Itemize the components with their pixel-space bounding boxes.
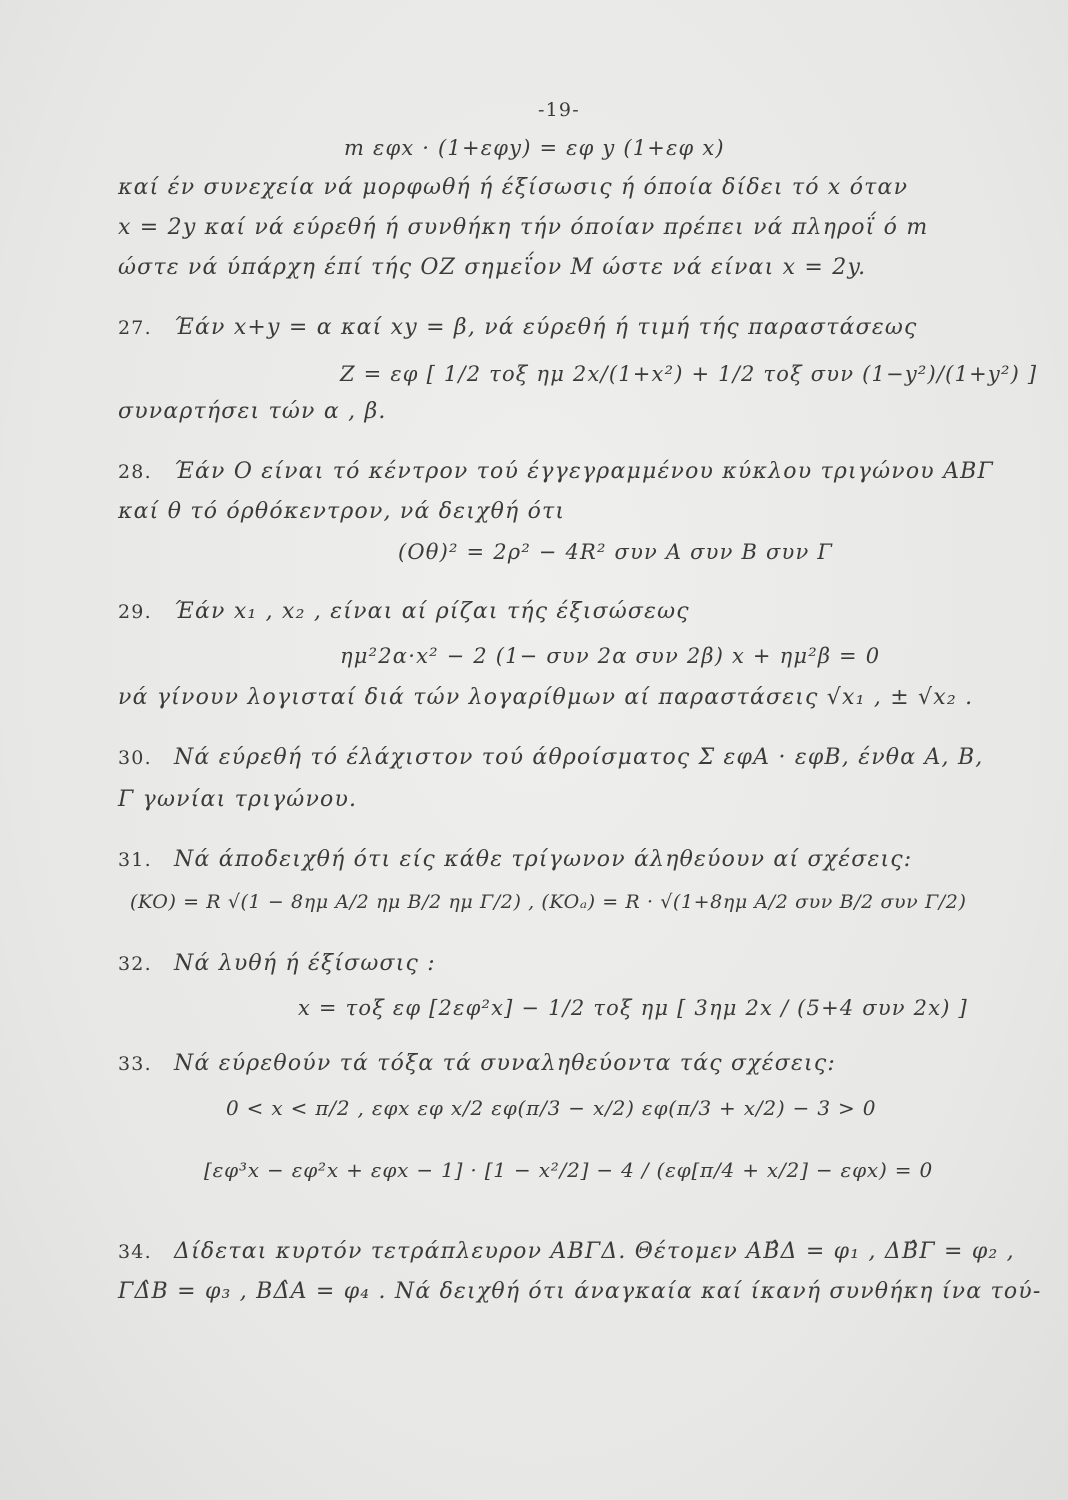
equation-28: (Oθ)² = 2ρ² − 4R² συν A συν B συν Γ [398,540,834,564]
problem-number: 34. [118,1241,152,1263]
equation-line-1: m εφx · (1+εφy) = εφ y (1+εφ x) [344,136,725,160]
problem-text: Νά λυθή ή έξίσωσις : [174,951,436,976]
problem-text: Έάν x₁ , x₂ , είναι αί ρίζαι τής έξισώσεως [174,599,690,624]
problem-text: Έάν x+y = α καί xy = β, νά εύρεθή ή τιμή τής παραστάσεως [174,315,918,340]
problem-33 [118,1050,836,1078]
problem-29 [118,598,690,626]
equation-27: Z = εφ [ 1/2 τοξ ημ 2x/(1+x²) + 1/2 τοξ συν (1−y²)/(1+y²) ] [340,362,1038,386]
problem-34 [118,1238,1015,1266]
problem-number: 31. [118,849,152,871]
problem-27 [118,314,918,342]
text-line-4: ώστε νά ύπάρχη έπί τής OZ σημεΐον M ώστε νά είναι x = 2y. [118,255,867,280]
text-line-28b: καί θ τό όρθόκεντρον, νά δειχθή ότι [118,499,566,524]
equation-33a: 0 < x < π/2 , εφx εφ x/2 εφ(π/3 − x/2) εφ(π/3 + x/2) − 3 > 0 [226,1096,877,1120]
problem-text: Δίδεται κυρτόν τετράπλευρον ΑΒΓΔ. Θέτομεν ΑΒ̂Δ = φ₁ , ΔΒ̂Γ = φ₂ , [174,1239,1015,1264]
page-number: -19- [538,99,580,121]
text-line-30b: Γ γωνίαι τριγώνου. [118,787,358,812]
equation-32: x = τοξ εφ [2εφ²x] − 1/2 τοξ ημ [ 3ημ 2x / (5+4 συν 2x) ] [298,996,968,1020]
problem-text: Έάν O είναι τό κέντρον τού έγγεγραμμένου κύκλου τριγώνου ΑΒΓ [174,459,994,484]
problem-31 [118,846,912,874]
problem-text: Νά εύρεθούν τά τόξα τά συναληθεύοντα τάς σχέσεις: [174,1051,836,1076]
equation-31: (KO) = R √(1 − 8ημ A/2 ημ B/2 ημ Γ/2) , (KOₐ) = R · √(1+8ημ A/2 συν B/2 συν Γ/2) [130,891,967,913]
text-line-3: x = 2y καί νά εύρεθή ή συνθήκη τήν όποίαν πρέπει νά πληροΐ ό m [118,215,929,240]
problem-number: 33. [118,1053,152,1075]
equation-29: ημ²2α·x² − 2 (1− συν 2α συν 2β) x + ημ²β = 0 [340,644,881,668]
text-line-34b: ΓΔ̂Β = φ₃ , ΒΔ̂Α = φ₄ . Νά δειχθή ότι άναγκαία καί ίκανή συνθήκη ίνα τού- [118,1279,1042,1304]
problem-number: 28. [118,461,152,483]
problem-number: 29. [118,601,152,623]
problem-30 [118,744,984,772]
problem-text: Νά εύρεθή τό έλάχιστον τού άθροίσματος Σ εφA · εφB, ένθα A, B, [174,745,984,770]
problem-28 [118,458,994,486]
problem-32 [118,950,436,978]
problem-number: 32. [118,953,152,975]
problem-number: 27. [118,317,152,339]
equation-33b: [εφ³x − εφ²x + εφx − 1] · [1 − x²/2] − 4 / (εφ[π/4 + x/2] − εφx) = 0 [204,1158,933,1182]
problem-text: Νά άποδειχθή ότι είς κάθε τρίγωνον άληθεύουν αί σχέσεις: [174,847,913,872]
text-line-2: καί έν συνεχεία νά μορφωθή ή έξίσωσις ή όποία δίδει τό x όταν [118,175,909,200]
text-line-29b: νά γίνουν λογισταί διά τών λογαρίθμων αί παραστάσεις √x₁ , ± √x₂ . [118,685,974,710]
problem-number: 30. [118,747,152,769]
text-line-27b: συναρτήσει τών α , β. [118,399,387,424]
